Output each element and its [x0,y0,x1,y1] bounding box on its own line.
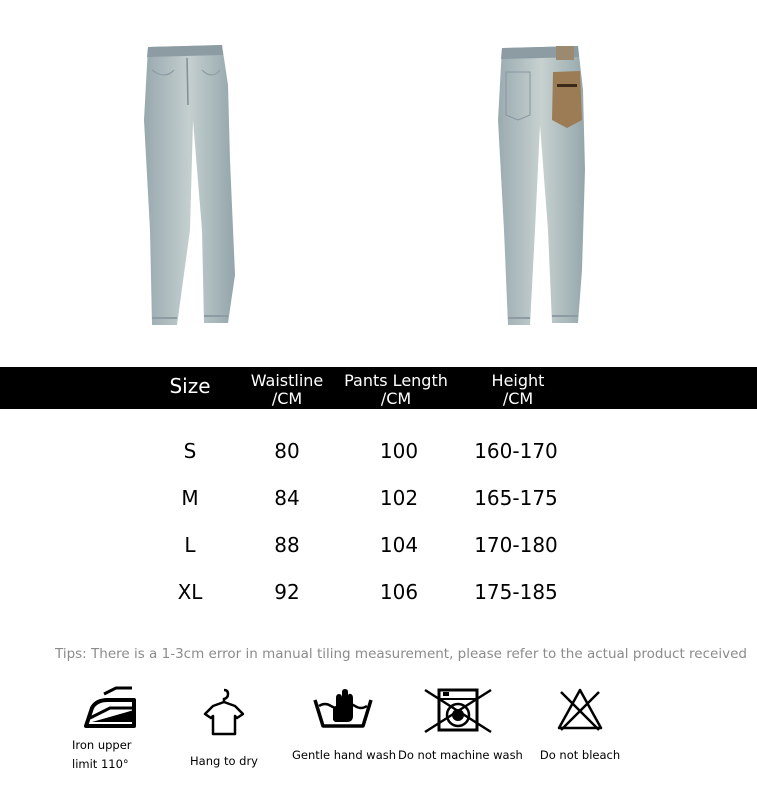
care-hang-label: Hang to dry [190,754,258,768]
cell-waist: 84 [274,486,300,510]
table-row [0,577,757,607]
cell-length: 102 [379,486,419,510]
cell-size: S [183,439,197,463]
cell-waist: 92 [274,580,300,604]
header-pants-length-line1: Pants Length [344,371,448,390]
jeans-back-photo [490,0,600,335]
iron-icon [82,686,142,732]
care-hand-wash-label: Gentle hand wash [292,748,397,762]
cell-height: 175-185 [474,580,558,604]
care-hang-dry [182,686,266,771]
header-pants-length-line2: /CM [380,389,412,408]
measurement-tips: Tips: There is a 1-3cm error in manual tiling measurement, please refer to the actual product received [55,646,747,662]
cell-size: XL [177,580,203,604]
table-row [0,483,757,513]
cell-size: L [184,533,196,557]
hanger-shirt-icon [201,686,247,738]
care-no-bleach-label: Do not bleach [539,748,621,762]
table-row [0,436,757,466]
cell-waist: 80 [274,439,300,463]
cell-height: 165-175 [474,486,558,510]
no-machine-wash-icon [423,686,493,734]
header-height-line2: /CM [502,389,534,408]
care-iron-label-line2: limit 110° [72,757,129,771]
jeans-front-photo [130,0,260,335]
header-pants-length [340,372,452,408]
header-waistline-line1: Waistline [250,371,324,390]
header-height [468,372,568,408]
header-size: Size [169,374,211,398]
care-no-machine-wash [398,686,523,765]
cell-height: 160-170 [474,439,558,463]
cell-height: 170-180 [474,533,558,557]
care-hand-wash [292,686,397,765]
cell-length: 104 [379,533,419,557]
hand-wash-icon [311,686,375,732]
cell-waist: 88 [274,533,300,557]
cell-length: 100 [379,439,419,463]
header-waistline-line2: /CM [271,389,303,408]
care-iron [72,686,152,774]
no-bleach-icon [555,686,605,732]
care-iron-label-line1: Iron upper [72,738,132,752]
care-no-bleach [534,686,626,765]
size-table-header [0,367,757,409]
cell-size: M [181,486,199,510]
care-no-machine-wash-label: Do not machine wash [398,748,523,762]
table-row [0,530,757,560]
cell-length: 106 [379,580,419,604]
header-waistline [237,372,337,408]
header-height-line1: Height [491,371,545,390]
